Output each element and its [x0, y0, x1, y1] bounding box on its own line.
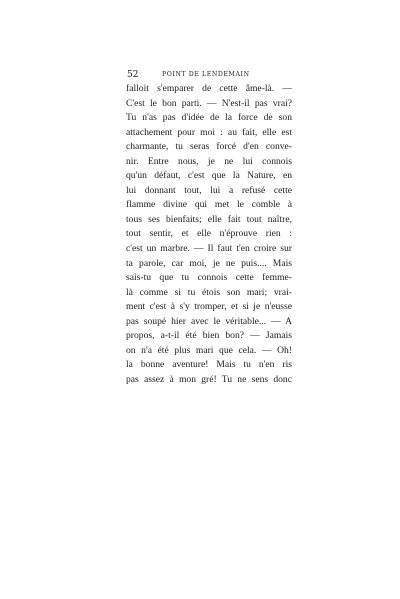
- text-line: charmante, tu seras forcé d'en conve-: [126, 141, 292, 153]
- text-line: on n'a été plus mari que cela. — Oh!: [126, 344, 292, 356]
- text-line: lui donnant tout, lui a refusé cette: [126, 184, 292, 196]
- text-line: tout sentir, et elle n'éprouve rien :: [126, 228, 292, 240]
- text-line: qu'un défaut, c'est que la Nature, en: [126, 170, 292, 182]
- text-line: propos, a-t-il été bien bon? — Jamais: [126, 330, 292, 342]
- running-head: POINT DE LENDEMAIN: [162, 71, 250, 78]
- text-line: attachement pour moi : au fait, elle est: [126, 126, 292, 138]
- text-line: là comme si tu étois son mari; vrai-: [126, 286, 292, 298]
- body-text: [126, 82, 292, 387]
- text-line: sais-tu que tu connois cette femme-: [126, 272, 292, 284]
- text-line: pas soupé hier avec le véritable... — A: [126, 315, 292, 327]
- text-line: falloit s'emparer de cette âme-là. —: [126, 83, 292, 94]
- page-header: [127, 69, 290, 81]
- text-line: nir. Entre nous, je ne lui connois: [126, 155, 292, 167]
- text-line: la bonne aventure! Mais tu n'en ris: [126, 359, 292, 371]
- text-line: Tu n'as pas d'idée de la force de son: [126, 112, 292, 124]
- text-line: c'est un marbre. — Il faut t'en croire sur: [126, 243, 292, 255]
- text-line: C'est le bon parti. — N'est-il pas vrai?: [126, 97, 292, 109]
- text-line: tous ses bienfaits; elle fait tout naître,: [126, 213, 292, 225]
- text-line: pas assez à mon gré! Tu ne sens donc: [126, 373, 292, 385]
- page-number: 52: [127, 70, 139, 80]
- text-line: ta parole, car moi, je ne puis.... Mais: [126, 257, 292, 269]
- text-line: ment c'est à s'y tromper, et si je n'eusse: [126, 301, 292, 313]
- text-line: flamme divine qui met le comble à: [126, 199, 292, 211]
